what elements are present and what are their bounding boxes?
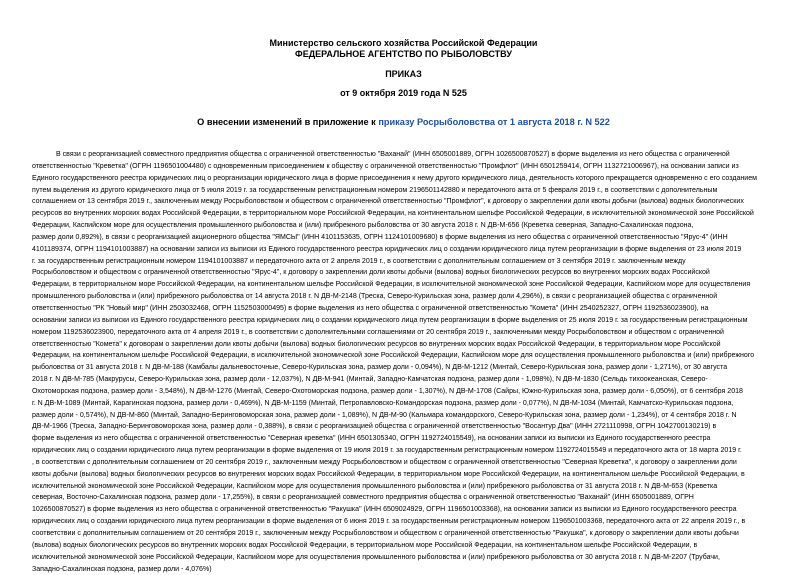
body-text-line: ответственностью "Креветка" (ОГРН 1196501004480) с одновременным присоединением к обществу с ограниченной ответственностью "Промфлот" (ИНН 6501259414, ОГРН 1132721006967), на основании записи из [32,162,739,170]
agency-name: ФЕДЕРАЛЬНОЕ АГЕНТСТВО ПО РЫБОЛОВСТВУ [295,49,512,59]
body-text-line: ДВ-М-1966 (Треска, Западно-Беринговоморская зона, размер доли - 0,388%), в связи с реорганизацией общества с ограниченной ответственностью "Восантур Два" (ИНН 2721110998, ОГРН 1042700130219) в [32,423,717,431]
body-text-line: г. за государственным регистрационным номером 1194101003887 и передаточного акта от 2 апреля 2019 г., в соответствии с дополнительным соглашением от 3 сентября 2019 г. заключенным между [32,257,686,265]
body-text-line: юридических лиц о создании юридического лица путем реорганизации в форме выделения от 6 июня 2019 г. за государственным регистрационным номером 1196501003368, передаточного акта от 22 апреля 2019 г., в [32,518,746,526]
document-title-prefix: О внесении изменений в приложение к [197,117,379,127]
body-text-line: путем выделения из другого юридического лица от 5 июля 2019 г. за государственным регистрационным номером 2196501142880 и передаточного акта от 5 февраля 2019 г., в соответствии с дополнительным [32,186,718,194]
body-text-line: 4101189374, ОГРН 1194101003887) на основании записи из выписки из Единого государственного реестра юридических лиц о создании юридического лица путем реорганизации в форме выделения от 23 июля 2019 [32,245,742,253]
body-text-line: Росрыболовством и обществом с ограниченной ответственностью "Ярус-4", к договору о закреплении доли квоты добычи (вылова) водных биологических ресурсов во внутренних морских водах Российской [32,269,710,277]
body-text-line: ответственностью "Комета" к договорам о закреплении доли квоты добычи (вылова) водных биологических ресурсов во внутренних морских водах Российской Федерации, в территориальном море Российской [32,340,721,348]
body-text-line: Федерации, на континентальном шельфе Российской Федерации, в исключительной экономической зоне Российской Федерации, Каспийском море для осуществления промышленного рыболовства и (или) прибрежного [32,352,755,360]
body-text-line: г. N ДВ-М-1089 (Минтай, Карагинская подзона, размер доли - 0,469%), N ДВ-М-1159 (Минтай, Петропавловско-Командорская подзона, размер доли - 0,077%), N ДВ-М-1034 (Минтай, Камчатско-Курильская подзона, [32,399,734,407]
body-text-line: ресурсов во внутренних морских водах Российской Федерации, в территориальном море Российской Федерации, на континентальном шельфе Российской Федерации, в исключительной экономической зоне Российской [32,210,754,218]
body-text-line: (вылова) водных биологических ресурсов во внутренних морских водах Российской Федерации, в территориальном море Российской Федерации, на континентальном шельфе Российской Федерации, в [32,541,698,549]
body-text-line: номером 1192536023900, передаточного акта от 4 апреля 2019 г., в соответствии с дополнительными соглашениями от 20 сентября 2019 г., заключенными между Росрыболовством и обществом с ограниченной [32,328,724,336]
body-text-line: соглашением от 13 сентября 2019 г., заключенным между Росрыболовством и обществом с ограниченной ответственностью "Промфлот", к договору о закреплении доли квоты добычи (вылова) водных биологических [32,198,744,206]
body-text-line: Охотоморская подзона, размер доли - 3,548%), N ДВ-М-1276 (Минтай, Северо-Охотоморская подзона, размер доли - 1,307%), N ДВ-М-1708 (Сайры, Южно-Курильская зона, размер доли - 6,050%), от 6 сентября 2018 [32,387,743,395]
body-text-line: 1026500870527) в форме выделения из него общества с ограниченной ответственностью "Ракушка" (ИНН 6509024929, ОГРН 1196501003368), на основании записи из выписки из Единого государственного реестра [32,506,737,514]
body-text-line: размер доли 0,892%), в связи с реорганизацией акционерного общества "ЯМСЫ" (ИНН 4101153635, ОГРН 1124101009680) в форме выделения из него общества с ограниченной ответственностью "Ярус-4" (ИНН [32,233,728,241]
body-text-line: размер доли - 0,574%), N ДВ-М-860 (Минтай, Западно-Беринговоморская зона, размер доли - 1,089%), N ДВ-М-90 (Кальмара командорского, Северо-Курильская зона, размер доли - 1,234%), от 4 сентября 2018 г. N [32,411,737,419]
body-text-line: 2018 г. N ДВ-М-785 (Макрурусы, Северо-Курильская зона, размер доли - 12,037%), N ДВ-М-941 (Минтай, Западно-Камчатская подзона, размер доли - 1,098%), N ДВ-М-1830 (Сельдь тихоокеанская, Северо- [32,376,708,384]
body-text-line: ответственностью "РК "Новый мир" (ИНН 2503032468, ОГРН 1152503000495) в форме выделения из него общества с ограниченной ответственностью "Комета" (ИНН 2540252327, ОГРН 1192536023900), на [32,304,709,312]
body-text-line: исключительной экономической зоне Российской Федерации, Каспийском море для осуществления промышленного рыболовства и (или) прибрежного рыболовства от 30 августа 2018 г. N ДВ-М-2207 (Трубачи, [32,553,720,561]
body-text-line: Федерации, в территориальном море Российской Федерации, на континентальном шельфе Российской Федерации, в исключительной экономической зоне Российской Федерации, Каспийском море для осуществления [32,281,751,289]
ministry-name: Министерство сельского хозяйства Российской Федерации [269,38,538,48]
document-body [32,149,807,575]
body-text-line: юридических лиц о создании юридического лица путем реорганизации в форме выделения от 19 июля 2019 г. за государственным регистрационным номером 1192724015549 и передаточного акта от 18 марта 2019 г. [32,447,742,455]
body-text-line: промышленного рыболовства и (или) прибрежного рыболовства от 14 августа 2018 г. N ДВ-М-2148 (Треска, Северо-Курильская зона, размер доли 4,296%), в связи с реорганизацией общества с ограниченной [32,293,718,301]
body-text-line: В связи с реорганизацией совместного предприятия общества с ограниченной ответственностью "Ваханай" (ИНН 6505001889, ОГРН 1026500870527) в форме выделения из него общества с ограниченной [56,151,730,158]
body-text-line: Западно-Сахалинская подзона, размер доли - 4,076%) [32,565,212,573]
document-type: ПРИКАЗ [385,69,422,79]
document-date-number: от 9 октября 2019 года N 525 [340,88,467,98]
document-title [0,117,807,128]
body-text-line: рыболовства от 31 августа 2018 г. N ДВ-М-188 (Камбалы дальневосточные, Северо-Курильская зона, размер доли - 0,094%), N ДВ-М-1212 (Минтай, Северо-Курильская зона, размер доли - 1,271%), от 30 августа [32,364,728,372]
body-text-line: Единого государственного реестра юридических лиц о реорганизации юридического лица в форме присоединения к нему другого юридического лица, деятельность которого прекращается одновременно с его созданием [32,174,757,182]
body-text-line: квоты добычи (вылова) водных биологических ресурсов во внутренних морских водах Российской Федерации, в территориальном море Российской Федерации, на континентальном шельфе Российской Федерации, в [32,470,745,478]
body-text-line: основании записи из выписки из Единого государственного реестра юридических лиц о создании юридического лица путем реорганизации в форме выделения от 25 июля 2019 г. за государственным регистрационным [32,316,748,324]
referenced-order-link[interactable]: приказу Росрыболовства от 1 августа 2018 г. N 522 [378,117,610,127]
body-text-line: , в соответствии с дополнительным соглашением от 20 сентября 2019 г., заключенным между Росрыболовством и обществом с ограниченной ответственностью "Северная Креветка", к договору о закреплении доли [32,458,737,466]
body-text-line: соответствии с дополнительным соглашением от 20 сентября 2019 г., заключенным между Росрыболовством и обществом с ограниченной ответственностью "Ракушка", к договору о закреплении доли квоты добычи [32,530,739,537]
body-text-line: форме выделения из него общества с ограниченной ответственностью "Северная креветка" (ИНН 6501305340, ОГРН 1192724015549), на основании записи из выписки из Единого государственного реестра [32,435,711,443]
body-text-line: Федерации, Каспийском море для осуществления промышленного рыболовства и (или) прибрежного рыболовства от 30 августа 2018 г. N ДВ-М-656 (Креветка северная, Западно-Сахалинская подзона, [32,222,694,230]
body-text-line: исключительной экономической зоне Российской Федерации, Каспийском море для осуществления промышленного рыболовства и (или) прибрежного рыболовства от 31 августа 2018 г. N ДВ-М-653 (Креветка [32,482,718,490]
body-text-line: северная, Восточно-Сахалинская подзона, размер доли - 17,255%), в связи с реорганизацией совместного предприятия общества с ограниченной ответственностью "Ваханай" (ИНН 6505001889, ОГРН [32,494,694,502]
